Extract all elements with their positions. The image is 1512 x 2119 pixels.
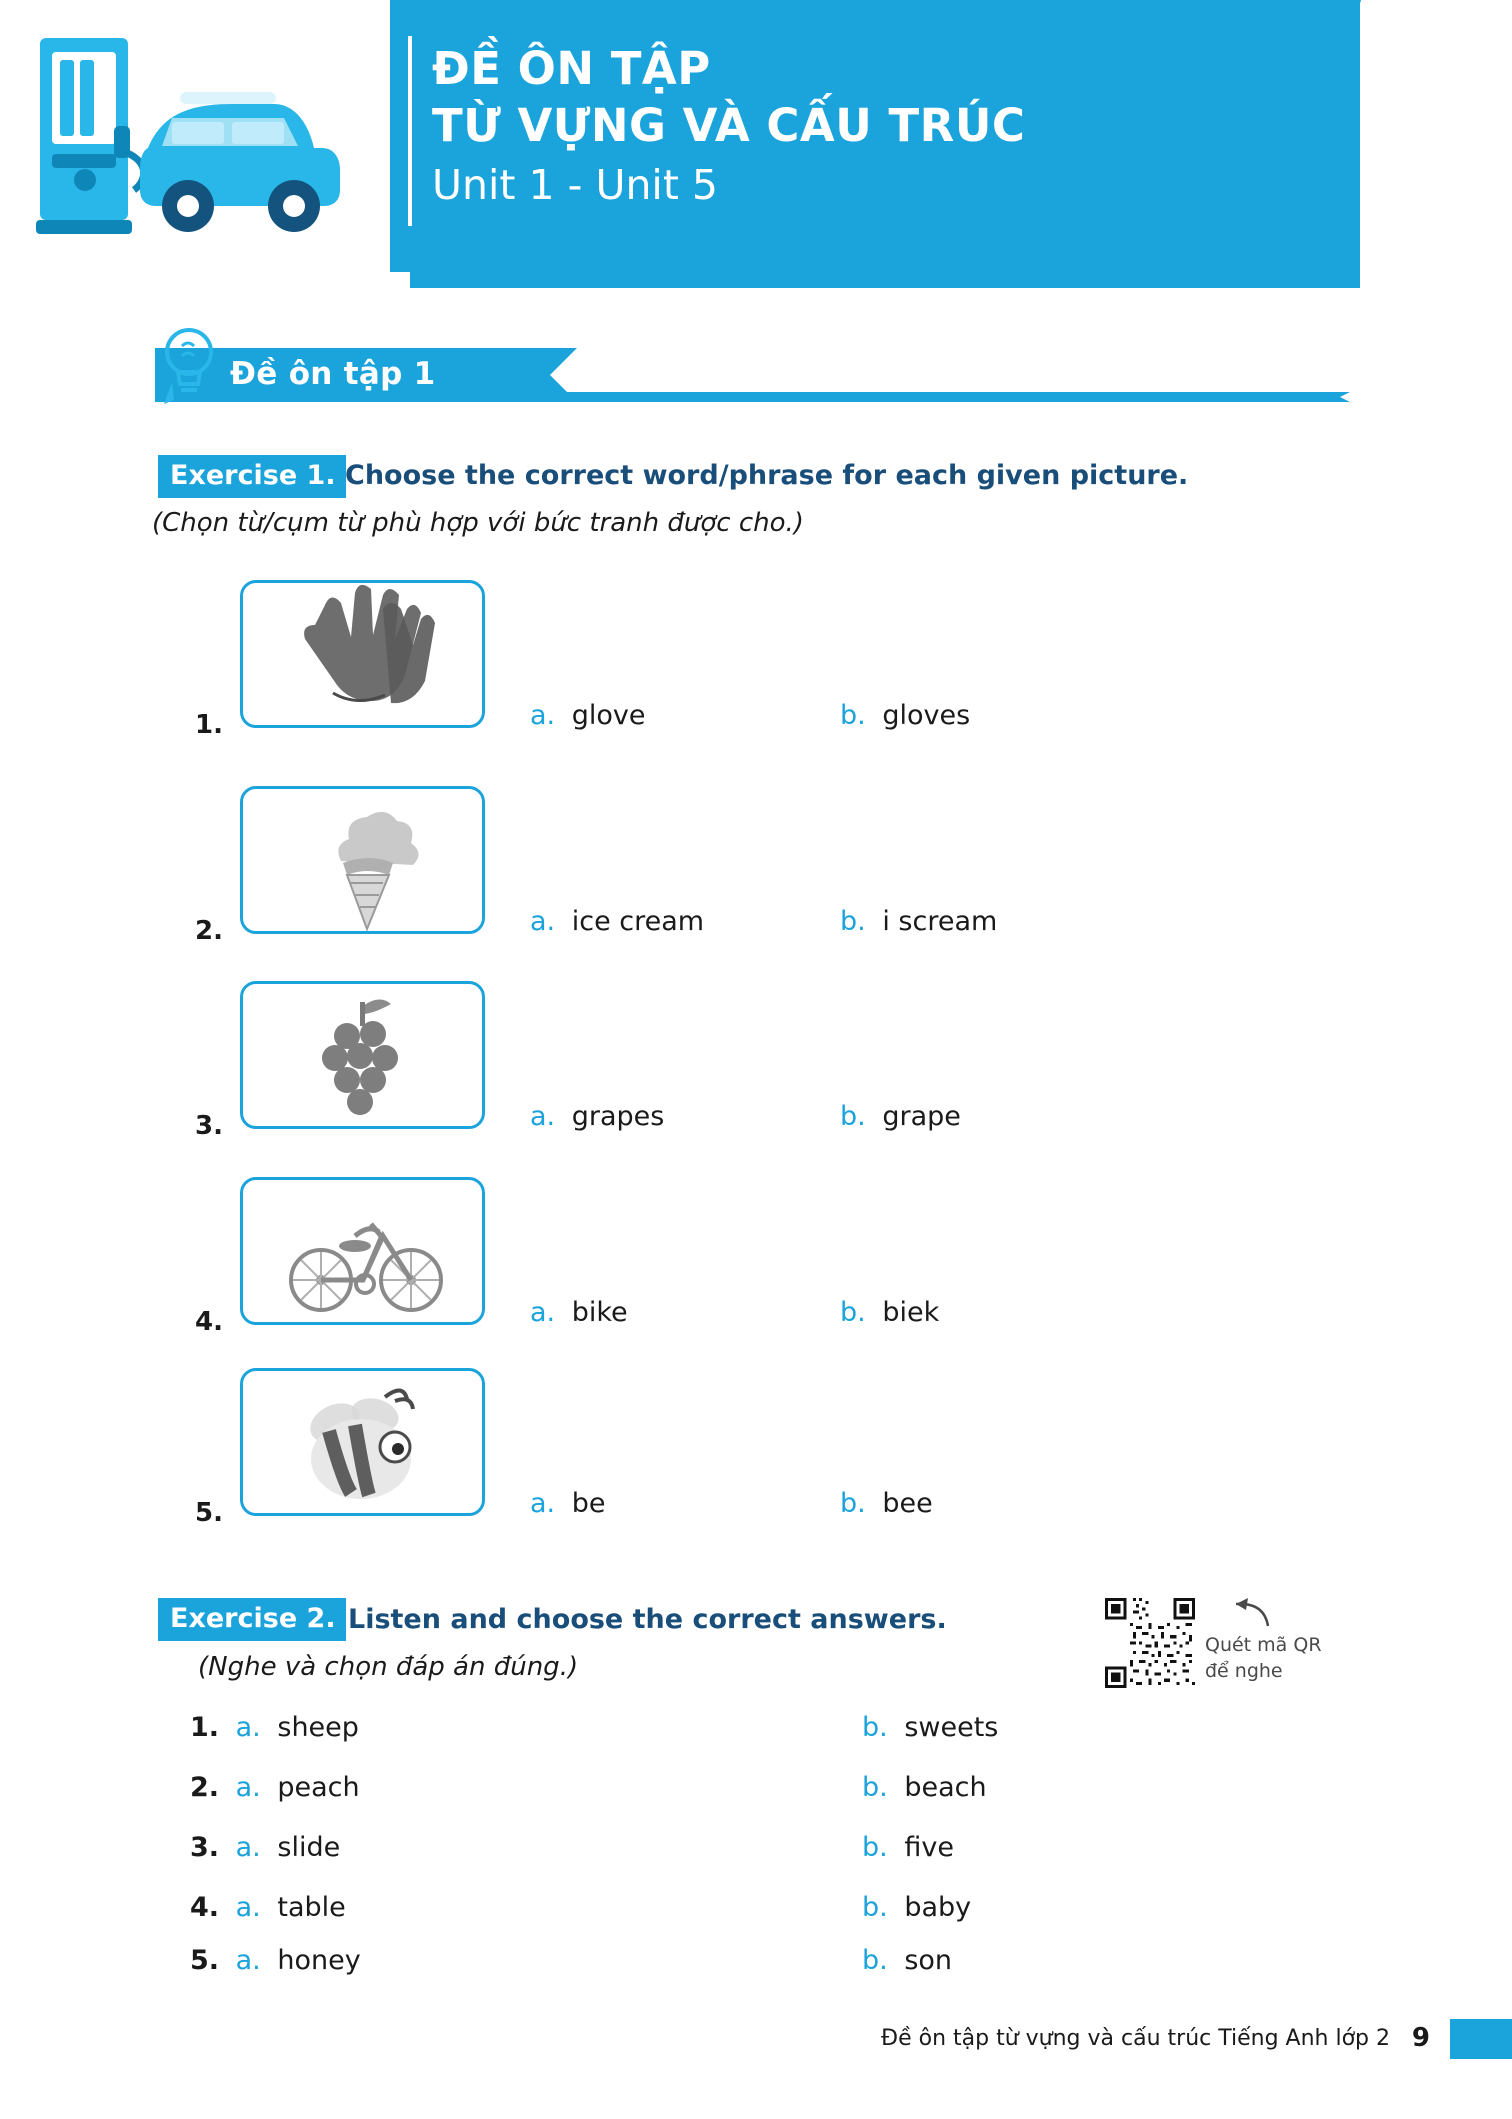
question-number: 1. bbox=[195, 710, 223, 740]
listen-q2-number: 2. bbox=[190, 1772, 220, 1803]
listen-option-5b[interactable] bbox=[862, 1945, 952, 1976]
option-2a-text: ice cream bbox=[571, 906, 705, 937]
exercise-1-subtitle: (Chọn từ/cụm từ phù hợp với bức tranh được cho.) bbox=[152, 508, 804, 538]
listen-option-2b[interactable] bbox=[862, 1772, 987, 1803]
listen-q5b-mark: b. bbox=[862, 1945, 888, 1976]
question-number: 2. bbox=[195, 916, 223, 946]
option-2b[interactable] bbox=[840, 906, 997, 937]
lightbulb-icon bbox=[158, 322, 220, 410]
title-line-2: TỪ VỰNG VÀ CẤU TRÚC bbox=[432, 99, 1026, 152]
banner-thin-rule bbox=[550, 392, 1340, 402]
listen-q4b-text: baby bbox=[904, 1892, 972, 1923]
question-number: 5. bbox=[195, 1498, 223, 1528]
listen-q5a-mark: a. bbox=[235, 1945, 261, 1976]
option-2b-mark: b. bbox=[840, 906, 866, 937]
gloves-picture bbox=[240, 580, 485, 728]
grapes-picture bbox=[240, 981, 485, 1129]
option-2b-text: i scream bbox=[882, 906, 998, 937]
bicycle-picture bbox=[240, 1177, 485, 1325]
gas-station-car-illustration bbox=[22, 30, 392, 260]
footer-caption: Đề ôn tập từ vựng và cấu trúc Tiếng Anh lớp 2 bbox=[881, 2026, 1390, 2051]
option-5b-text: bee bbox=[882, 1488, 933, 1519]
option-4b[interactable] bbox=[840, 1297, 939, 1328]
listen-q2a-text: peach bbox=[277, 1772, 360, 1803]
listen-q1a-mark: a. bbox=[235, 1712, 261, 1743]
option-4a-text: bike bbox=[571, 1297, 628, 1328]
listen-q3b-mark: b. bbox=[862, 1832, 888, 1863]
exercise-2-subtitle: (Nghe và chọn đáp án đúng.) bbox=[198, 1652, 579, 1682]
option-4b-mark: b. bbox=[840, 1297, 866, 1328]
listen-q2a-mark: a. bbox=[235, 1772, 261, 1803]
qr-code[interactable] bbox=[1105, 1598, 1195, 1688]
curved-arrow-icon bbox=[1212, 1596, 1274, 1632]
option-2a-mark: a. bbox=[530, 906, 556, 937]
title-line-1: ĐỀ ÔN TẬP bbox=[432, 42, 711, 95]
banner-label: Đề ôn tập 1 bbox=[230, 356, 436, 392]
question-number: 4. bbox=[195, 1307, 223, 1337]
listen-q4b-mark: b. bbox=[862, 1892, 888, 1923]
qr-instruction bbox=[1205, 1632, 1322, 1684]
listen-option-1b[interactable] bbox=[862, 1712, 998, 1743]
listen-question-2[interactable] bbox=[190, 1772, 360, 1803]
listen-q3b-text: five bbox=[904, 1832, 954, 1863]
listen-q4a-text: table bbox=[277, 1892, 346, 1923]
option-5a-text: be bbox=[571, 1488, 606, 1519]
option-3a[interactable] bbox=[530, 1101, 664, 1132]
option-2a[interactable] bbox=[530, 906, 704, 937]
listen-question-3[interactable] bbox=[190, 1832, 340, 1863]
listen-q5a-text: honey bbox=[277, 1945, 361, 1976]
exercise-2-heading: Listen and choose the correct answers. bbox=[348, 1604, 947, 1635]
listen-option-4b[interactable] bbox=[862, 1892, 971, 1923]
listen-q5-number: 5. bbox=[190, 1945, 220, 1976]
listen-q1-number: 1. bbox=[190, 1712, 220, 1743]
listen-q3a-text: slide bbox=[277, 1832, 341, 1863]
listen-q2b-mark: b. bbox=[862, 1772, 888, 1803]
section-banner bbox=[0, 320, 1512, 420]
option-4a-mark: a. bbox=[530, 1297, 556, 1328]
option-5b-mark: b. bbox=[840, 1488, 866, 1519]
listen-q1b-text: sweets bbox=[904, 1712, 999, 1743]
listen-q3a-mark: a. bbox=[235, 1832, 261, 1863]
qr-instruction-line-1: Quét mã QR bbox=[1205, 1634, 1322, 1656]
option-5a-mark: a. bbox=[530, 1488, 556, 1519]
option-3b[interactable] bbox=[840, 1101, 961, 1132]
listen-q3-number: 3. bbox=[190, 1832, 220, 1863]
listen-q1b-mark: b. bbox=[862, 1712, 888, 1743]
option-1b-mark: b. bbox=[840, 700, 866, 731]
option-3b-text: grape bbox=[882, 1101, 961, 1132]
exercise-1-heading: Choose the correct word/phrase for each given picture. bbox=[345, 460, 1189, 491]
option-4a[interactable] bbox=[530, 1297, 628, 1328]
option-1a-mark: a. bbox=[530, 700, 556, 731]
ice-cream-picture bbox=[240, 786, 485, 934]
option-3a-text: grapes bbox=[571, 1101, 665, 1132]
option-1b[interactable] bbox=[840, 700, 970, 731]
option-3a-mark: a. bbox=[530, 1101, 556, 1132]
listen-q1a-text: sheep bbox=[277, 1712, 359, 1743]
option-1a[interactable] bbox=[530, 700, 645, 731]
option-1b-text: gloves bbox=[882, 700, 971, 731]
header-vertical-divider bbox=[408, 36, 412, 226]
exercise-2-tag: Exercise 2. bbox=[158, 1598, 346, 1641]
listen-q4a-mark: a. bbox=[235, 1892, 261, 1923]
option-3b-mark: b. bbox=[840, 1101, 866, 1132]
listen-q5b-text: son bbox=[904, 1945, 953, 1976]
question-number: 3. bbox=[195, 1111, 223, 1141]
option-5b[interactable] bbox=[840, 1488, 933, 1519]
bee-picture bbox=[240, 1368, 485, 1516]
page-title bbox=[432, 40, 1025, 216]
listen-question-1[interactable] bbox=[190, 1712, 359, 1743]
option-5a[interactable] bbox=[530, 1488, 605, 1519]
listen-question-4[interactable] bbox=[190, 1892, 346, 1923]
listen-q2b-text: beach bbox=[904, 1772, 987, 1803]
listen-q4-number: 4. bbox=[190, 1892, 220, 1923]
option-1a-text: glove bbox=[571, 700, 646, 731]
footer-accent-tab bbox=[1450, 2019, 1512, 2059]
page-header bbox=[0, 0, 1512, 290]
page-number: 9 bbox=[1411, 2023, 1430, 2053]
exercise-1-tag: Exercise 1. bbox=[158, 455, 346, 498]
option-4b-text: biek bbox=[882, 1297, 940, 1328]
listen-option-3b[interactable] bbox=[862, 1832, 954, 1863]
qr-instruction-line-2: để nghe bbox=[1205, 1660, 1283, 1682]
header-bottom-notch bbox=[0, 272, 410, 290]
listen-question-5[interactable] bbox=[190, 1945, 361, 1976]
title-line-3: Unit 1 - Unit 5 bbox=[432, 161, 719, 209]
